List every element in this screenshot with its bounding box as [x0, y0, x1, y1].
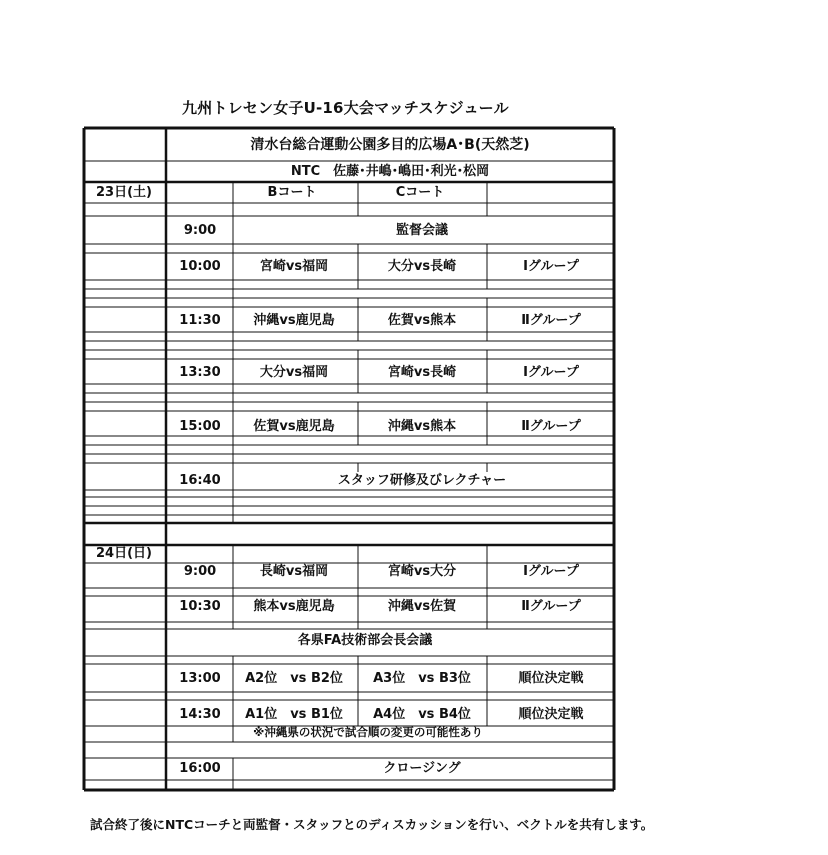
time-cell: 9:00	[183, 564, 217, 579]
court-c-header: Cコート	[395, 185, 445, 200]
court-b-match: 大分vs福岡	[259, 365, 329, 380]
court-c-match: 佐賀vs熊本	[387, 313, 457, 328]
time-cell: 16:40	[179, 473, 221, 488]
table-grid	[84, 128, 614, 790]
day-label-sun: 24日(日)	[96, 546, 152, 561]
time-cell: 10:00	[179, 259, 221, 274]
court-c-match: 沖縄vs佐賀	[387, 599, 457, 614]
time-cell: 15:00	[179, 419, 221, 434]
group-label: Ⅰグループ	[523, 259, 579, 274]
footer-note: 試合終了後にNTCコーチと両監督・スタッフとのディスカッションを行い、ベクトルを共有します。	[90, 817, 654, 832]
court-c-match: A4位 vs B4位	[373, 707, 471, 722]
day-label-sat: 23日(土)	[96, 185, 152, 200]
group-label: Ⅰグループ	[523, 365, 579, 380]
court-b-match: 宮崎vs福岡	[259, 259, 329, 274]
court-c-match: 宮崎vs大分	[387, 564, 457, 579]
group-label: Ⅱグループ	[521, 313, 581, 328]
court-c-match: 宮崎vs長崎	[387, 365, 457, 380]
time-cell: 9:00	[183, 223, 217, 238]
document-title: 九州トレセン女子U-16大会マッチスケジュール	[182, 99, 509, 117]
schedule-note: ※沖縄県の状況で試合順の変更の可能性あり	[253, 725, 483, 739]
group-label: Ⅱグループ	[521, 419, 581, 434]
court-b-match: 熊本vs鹿児島	[253, 599, 335, 614]
court-c-match: A3位 vs B3位	[373, 671, 471, 686]
event-cell: 各県FA技術部会長会議	[297, 633, 433, 648]
event-cell: 監督会議	[395, 223, 449, 238]
court-c-match: 沖縄vs熊本	[387, 419, 457, 434]
time-cell: 14:30	[179, 707, 221, 722]
court-b-header: Bコート	[267, 185, 317, 200]
court-c-match: 大分vs長崎	[387, 259, 457, 274]
group-label: 順位決定戦	[518, 707, 584, 722]
event-cell: スタッフ研修及びレクチャー	[337, 473, 507, 488]
group-label: 順位決定戦	[518, 671, 584, 686]
group-label: Ⅱグループ	[521, 599, 581, 614]
venue-name: 清水台総合運動公園多目的広場A･B(天然芝)	[250, 137, 530, 153]
time-cell: 13:00	[179, 671, 221, 686]
staff-list: NTC 佐藤･井嶋･嶋田･利光･松岡	[290, 164, 490, 179]
time-cell: 16:00	[179, 761, 221, 776]
time-cell: 13:30	[179, 365, 221, 380]
court-b-match: A2位 vs B2位	[245, 671, 343, 686]
court-b-match: A1位 vs B1位	[245, 707, 343, 722]
time-cell: 10:30	[179, 599, 221, 614]
court-b-match: 沖縄vs鹿児島	[253, 313, 335, 328]
court-b-match: 長崎vs福岡	[259, 564, 329, 579]
time-cell: 11:30	[179, 313, 221, 328]
group-label: Ⅰグループ	[523, 564, 579, 579]
event-cell: クロージング	[383, 761, 461, 776]
court-b-match: 佐賀vs鹿児島	[253, 419, 335, 434]
